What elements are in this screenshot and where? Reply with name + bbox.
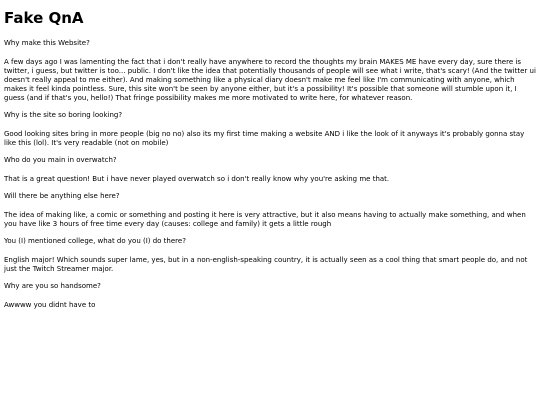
qna-list bbox=[4, 39, 536, 310]
answer-text: English major! Which sounds super lame, yes, but in a non-english-speaking country, it is actually seen as a cool thing that smart people do, and not just the Twitch Streamer major. bbox=[4, 256, 528, 273]
question-text: Who do you main in overwatch? bbox=[4, 156, 117, 164]
page-title: Fake QnA bbox=[4, 9, 84, 27]
answer-text: A few days ago I was lamenting the fact that i don't really have anywhere to record the thoughts my brain MAKES ME have every day, sure there is twitter, i guess, but twitter is too... public. I don't like the idea that potentially thousands of people will see what i write, that's scary! (And the twitter ui doesn't really appeal to me either). And making something like a physical diary doesn't make me feel like I'm communicating with anyone, which makes it feel kinda pointless. Sure, this site won't be seen by anyone either, but it's a possibility! It's possible that someone will stumble upon it, I guess (and if that's you, hello!) That fringe possibility makes me more motivated to write here, for whatever reason. bbox=[4, 58, 536, 102]
answer-text: Good looking sites bring in more people (big no no) also its my first time making a website AND i like the look of it anyways it's probably gonna stay like this (lol). It's very readable (not on mobile) bbox=[4, 130, 525, 147]
question-text: You (I) mentioned college, what do you (I) do there? bbox=[4, 237, 186, 245]
question-text: Why are you so handsome? bbox=[4, 282, 101, 290]
answer-text: Awwww you didnt have to bbox=[4, 301, 96, 309]
answer-text: The idea of making like, a comic or something and posting it here is very attractive, but it also means having to actually make something, and when you have like 3 hours of free time every day (causes: college and family) it gets a little rough bbox=[4, 211, 526, 228]
answer-text: That is a great question! But i have never played overwatch so i don't really know why you're asking me that. bbox=[4, 175, 390, 183]
question-text: Why make this Website? bbox=[4, 39, 90, 47]
question-text: Will there be anything else here? bbox=[4, 192, 120, 200]
question-text: Why is the site so boring looking? bbox=[4, 111, 123, 119]
